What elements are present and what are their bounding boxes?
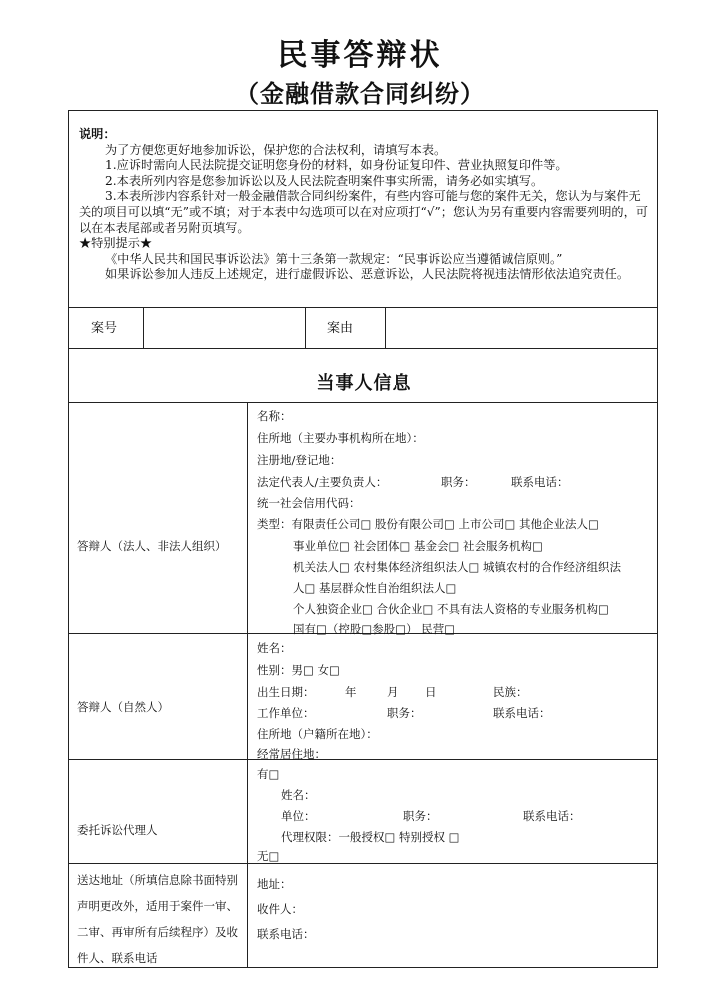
- birth-month-label: 月: [387, 685, 399, 699]
- agent-unit-field[interactable]: 单位：: [281, 809, 316, 823]
- service-label-line: 件人、联系电话: [77, 951, 158, 965]
- birth-day-label: 日: [425, 685, 437, 699]
- entity-type-options[interactable]: 机关法人□ 农村集体经济组织法人□ 城镇农村的合作经济组织法: [293, 560, 622, 574]
- agent-yes-checkbox[interactable]: 有□: [257, 767, 280, 781]
- entity-address-field[interactable]: 住所地（主要办事机构所在地）：: [257, 431, 424, 445]
- entity-type-options[interactable]: 事业单位□ 社会团体□ 基金会□ 社会服务机构□: [293, 539, 543, 553]
- entity-name-field[interactable]: 名称：: [257, 409, 292, 423]
- party-info-title: 当事人信息: [316, 373, 412, 394]
- legal-entity-label: 答辩人（法人、非法人组织）: [77, 539, 227, 553]
- divider: [143, 307, 144, 348]
- person-residence-field[interactable]: 经常居住地：: [257, 747, 326, 761]
- divider: [69, 348, 657, 349]
- service-address-label: [77, 867, 245, 971]
- agent-phone-field[interactable]: 联系电话：: [523, 809, 581, 823]
- service-recipient-field[interactable]: 收件人：: [257, 902, 303, 916]
- person-name-field[interactable]: 姓名：: [257, 641, 292, 655]
- divider: [305, 307, 306, 348]
- entity-type-options[interactable]: 人□ 基层群众性自治组织法人□: [293, 581, 457, 595]
- instructions-block: [79, 127, 649, 283]
- birth-year-label: 年: [345, 685, 357, 699]
- agent-no-checkbox[interactable]: 无□: [257, 849, 280, 863]
- service-label-line: 二审、再审所有后续程序）及收: [77, 925, 238, 939]
- entity-phone-field[interactable]: 联系电话：: [511, 475, 569, 489]
- person-ethnicity-field[interactable]: 民族：: [493, 685, 528, 699]
- entity-position-field[interactable]: 职务：: [441, 475, 476, 489]
- divider: [69, 863, 657, 864]
- divider: [69, 759, 657, 760]
- person-employer-field[interactable]: 工作单位：: [257, 706, 315, 720]
- form-sheet: [68, 110, 658, 968]
- special-tip-2: 如果诉讼参加人违反上述规定，进行虚假诉讼、恶意诉讼，人民法院将视违法情形依法追究责任。: [105, 267, 630, 282]
- document-title: 民事答辩状: [277, 38, 443, 73]
- service-phone-field[interactable]: 联系电话：: [257, 927, 315, 941]
- special-tip-label: ★特别提示★: [79, 236, 153, 251]
- case-number-label: 案号: [91, 321, 118, 336]
- document-subtitle: （金融借款合同纠纷）: [235, 79, 485, 108]
- agent-authority-options[interactable]: 代理权限：一般授权□ 特别授权 □: [281, 830, 460, 844]
- agent-label: 委托诉讼代理人: [77, 823, 158, 837]
- agent-position-field[interactable]: 职务：: [403, 809, 438, 823]
- person-domicile-field[interactable]: 住所地（户籍所在地）：: [257, 727, 378, 741]
- divider: [69, 307, 657, 308]
- divider: [69, 402, 657, 403]
- entity-type-options[interactable]: 类型：有限责任公司□ 股份有限公司□ 上市公司□ 其他企业法人□: [257, 517, 599, 531]
- service-address-field[interactable]: 地址：: [257, 877, 292, 891]
- entity-representative-field[interactable]: 法定代表人/主要负责人：: [257, 475, 388, 489]
- person-phone-field[interactable]: 联系电话：: [493, 706, 551, 720]
- special-tip-1: 《中华人民共和国民事诉讼法》第十三条第一款规定：“民事诉讼应当遵循诚信原则。”: [105, 251, 563, 266]
- instructions-intro: 为了方便您更好地参加诉讼，保护您的合法权利，请填写本表。: [105, 142, 447, 157]
- divider: [247, 402, 248, 968]
- instructions-item-2: 2.本表所列内容是您参加诉讼以及人民法院查明案件事实所需，请务必如实填写。: [105, 173, 544, 188]
- service-label-line: 送达地址（所填信息除书面特别: [77, 873, 238, 887]
- entity-credit-code-field[interactable]: 统一社会信用代码：: [257, 496, 361, 510]
- instructions-label: 说明：: [79, 127, 116, 141]
- entity-registration-field[interactable]: 注册地/登记地：: [257, 453, 342, 467]
- entity-type-options[interactable]: 个人独资企业□ 合伙企业□ 不具有法人资格的专业服务机构□: [293, 602, 609, 616]
- person-birth-field[interactable]: 出生日期：: [257, 685, 315, 699]
- natural-person-label: 答辩人（自然人）: [77, 700, 169, 714]
- agent-name-field[interactable]: 姓名：: [281, 788, 316, 802]
- case-cause-label: 案由: [327, 321, 354, 336]
- entity-type-options[interactable]: 国有□（控股□参股□） 民营□: [293, 622, 456, 636]
- divider: [385, 307, 386, 348]
- instructions-item-1: 1.应诉时需向人民法院提交证明您身份的材料，如身份证复印件、营业执照复印件等。: [105, 158, 568, 173]
- service-label-line: 声明更改外，适用于案件一审、: [77, 899, 238, 913]
- person-gender-options[interactable]: 性别：男□ 女□: [257, 663, 340, 677]
- instructions-item-3: 3.本表所涉内容系针对一般金融借款合同纠纷案件，有些内容可能与您的案件无关，您认为与案件无关的项目可以填“无”或不填；对于本表中勾选项可以在对应项打“√”；您认为另有重要内容需要列明的，可以在本表尾部或者另附页填写。: [79, 189, 648, 235]
- person-position-field[interactable]: 职务：: [387, 706, 422, 720]
